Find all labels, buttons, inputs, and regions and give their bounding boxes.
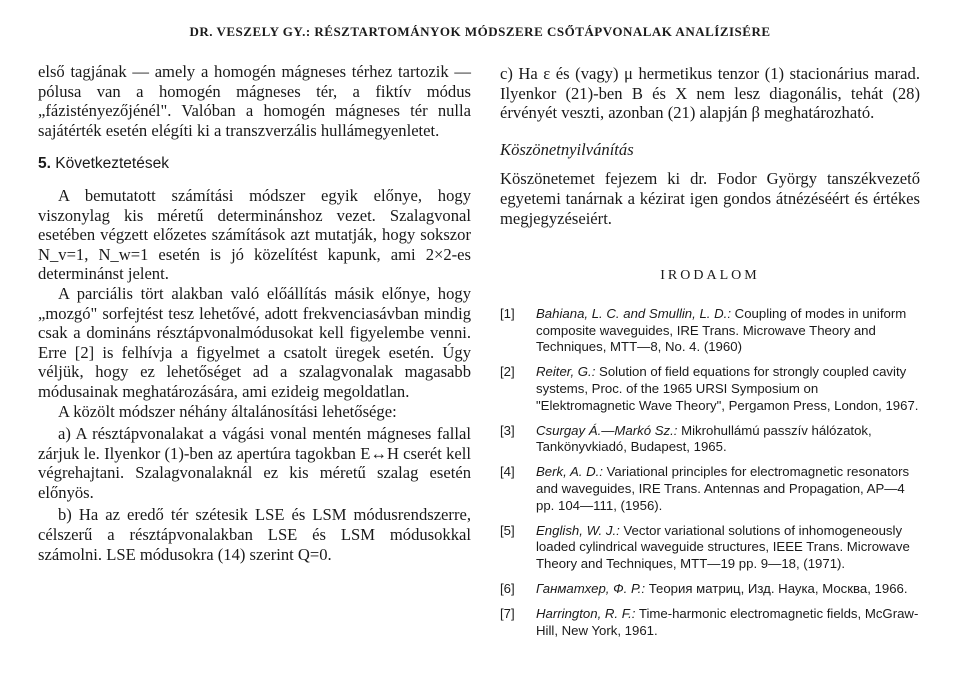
reference-authors: English, W. J.:: [536, 522, 620, 538]
left-column: [38, 62, 471, 564]
list-item-a: a) A résztápvonalakat a vágási vonal mentén mágneses fallal zárjuk le. Ilyenkor (1)-ben az apertúra tagokban E↔H cserét kell végrehajtani. Szalagvonalaknál ez kis méretű szalag esetén előnyös.: [38, 424, 471, 502]
reference-text: Variational principles for electromagnetic resonators and waveguides, IRE Trans. Antennas and Propagation, AP—4 pp. 104—111, (1956).: [536, 464, 910, 513]
reference-authors: Ганматхер, Ф. Р.:: [536, 580, 646, 596]
reference-number: [2]: [500, 364, 515, 380]
paragraph-advantage: A bemutatott számítási módszer egyik előnye, hogy viszonylag kis méretű determinánshoz vezet. Szalagvonal esetében végzett előzetes számítások azt mutatják, hogy sokszor N_v=1, N_w=1 esetén is jó közelítést kapunk, ami 2×2-es determinánst jelent.: [38, 185, 471, 284]
list-item-b: b) Ha az eredő tér szétesik LSE és LSM módusrendszerre, célszerű a résztápvonalakban LSE és LSM módusokkal számolni. LSE módusokra (14) szerint Q=0.: [38, 505, 471, 564]
reference-text: Vector variational solutions of inhomogeneously loaded cylindrical waveguide structures, IEEE Trans. Microwave Theory and Techniques, MTT—19 pp. 9—18, (1971).: [536, 522, 910, 572]
reference-item: [500, 606, 920, 640]
reference-text: Time-harmonic electromagnetic fields, McGraw-Hill, New York, 1961.: [536, 605, 919, 638]
section-number: 5.: [38, 155, 51, 173]
reference-text: Solution of field equations for strongly coupled cavity systems, Proc. of the 1965 URSI Symposium on "Elektromagnetic Wave Theory", Pergamon Press, London, 1967.: [536, 364, 919, 413]
paragraph-generalization: A közölt módszer néhány általánosítási lehetősége:: [58, 401, 397, 421]
reference-item: [500, 523, 920, 573]
acknowledgement-title: Köszönetnyilvánítás: [500, 139, 634, 159]
reference-number: [5]: [500, 522, 515, 538]
reference-item: [500, 306, 920, 356]
list-item-c: c) Ha ε és (vagy) μ hermetikus tenzor (1) stacionárius marad. Ilyenkor (21)-ben B és X nem lesz diagonális, tehát (28) érvényét veszti, azonban (21) alapján β meghatározható.: [500, 64, 920, 123]
reference-number: [6]: [500, 580, 515, 596]
reference-item: [500, 423, 920, 457]
references-title: IRODALOM: [660, 268, 760, 284]
paragraph-partial-fraction: A parciális tört alakban való előállítás másik előnye, hogy „mozgó" sorfejtést tesz lehetővé, adott frekvenciasávban mindig csak a domináns résztápvonalmódusokat kell figyelembe venni. Erre [2] is felhívja a figyelmet a csatolt üregek esetén. Úgy véljük, hogy ez lehetőséget ad a szalagvonalak magasabb módusainak meghatározására, ami ezideig megoldatlan.: [38, 283, 471, 401]
references-list: [500, 306, 920, 640]
running-header: DR. VESZELY GY.: RÉSZTARTOMÁNYOK MÓDSZERE CSŐTÁPVONALAK ANALÍZISÉRE: [189, 24, 771, 39]
reference-number: [7]: [500, 605, 515, 621]
reference-number: [3]: [500, 422, 515, 438]
reference-text: Теория матриц, Изд. Наука, Москва, 1966.: [648, 580, 908, 596]
right-column: [500, 64, 920, 647]
reference-authors: Bahiana, L. C. and Smullin, L. D.:: [536, 305, 731, 321]
reference-number: [1]: [500, 305, 515, 321]
reference-item: [500, 364, 920, 414]
reference-item: [500, 581, 920, 598]
reference-text: Coupling of modes in uniform composite waveguides, IRE Trans. Microwave Theory and Techniques, MTT—8, No. 4. (1960): [536, 305, 907, 355]
acknowledgement-text: Köszönetemet fejezem ki dr. Fodor György tanszékvezető egyetemi tanárnak a kézirat igen gondos átnézéséért és értékes megjegyzéseiért.: [500, 169, 920, 228]
reference-authors: Harrington, R. F.:: [536, 605, 636, 621]
paragraph-intro: első tagjának — amely a homogén mágneses térhez tartozik — pólusa van a homogén mágneses tér, a fiktív módus „fázistényezőjénél". Valóban a homogén mágneses tér nulla sajátérték esetén elégíti ki a transzverzális hullámegyenletet.: [38, 62, 471, 140]
reference-authors: Csurgay Á.—Markó Sz.:: [536, 422, 678, 438]
section-heading: [38, 154, 471, 174]
reference-number: [4]: [500, 464, 515, 480]
section-title: Következtetések: [55, 155, 169, 173]
reference-authors: Reiter, G.:: [536, 364, 596, 380]
reference-text: Mikrohullámú passzív hálózatok, Tankönyvkiadó, Budapest, 1965.: [536, 422, 872, 455]
reference-authors: Berk, A. D.:: [536, 464, 603, 480]
reference-item: [500, 464, 920, 514]
